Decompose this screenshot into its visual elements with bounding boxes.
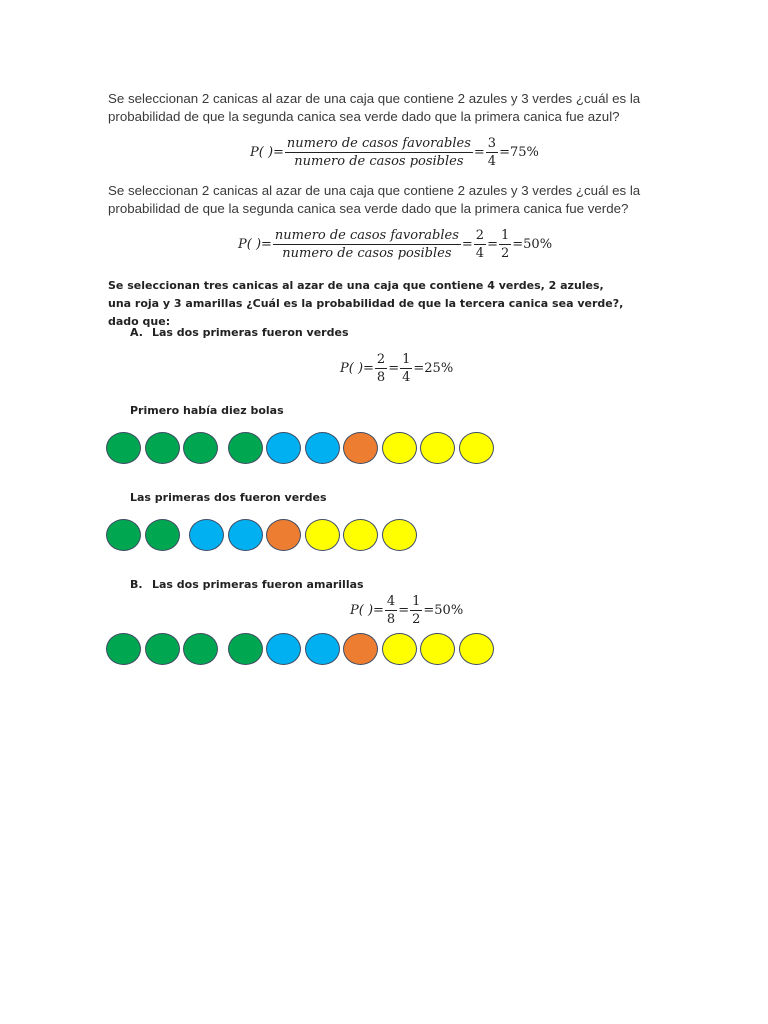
orange-marble — [343, 432, 378, 464]
fraction-denominator: 4 — [402, 370, 411, 385]
fraction-denominator: 4 — [487, 154, 497, 169]
fraction-numerator: 3 — [487, 136, 497, 151]
fraction-denominator: numero de casos posibles — [282, 246, 452, 261]
blue-marble — [266, 633, 301, 665]
green-marble — [145, 519, 180, 551]
fraction-numerator: 1 — [402, 352, 411, 367]
part-b-marker: B. — [130, 578, 143, 591]
part-b-heading — [130, 578, 364, 591]
formula-result: =50% — [512, 237, 553, 252]
fraction-numerator: numero de casos favorables — [274, 228, 459, 243]
formula-lhs: P( )= — [238, 237, 272, 252]
green-marble — [145, 633, 180, 665]
fraction-denominator: 4 — [475, 246, 485, 261]
formula-result: =75% — [499, 145, 539, 160]
formula-result: =25% — [413, 361, 454, 376]
equals-sign: = — [487, 237, 498, 252]
green-marble — [228, 633, 263, 665]
green-marble — [106, 633, 141, 665]
problem-3-text: Se seleccionan tres canicas al azar de una caja que contiene 4 verdes, 2 azules, una roja y 3 amarillas ¿Cuál es la probabilidad de que la tercera canica sea verde?, dado que: — [108, 279, 624, 328]
equals-sign: = — [398, 603, 410, 618]
problem-1-formula — [250, 136, 539, 169]
fraction — [474, 228, 486, 261]
yellow-marble — [382, 633, 417, 665]
blue-marble — [305, 633, 340, 665]
row-1-label: Primero había diez bolas — [130, 404, 284, 417]
fraction — [385, 594, 397, 627]
formula-lhs: P( )= — [350, 603, 384, 618]
green-marble — [106, 519, 141, 551]
blue-marble — [305, 432, 340, 464]
fraction — [400, 352, 412, 385]
fraction-numerator: 1 — [500, 228, 510, 243]
green-marble — [183, 432, 218, 464]
blue-marble — [189, 519, 224, 551]
fraction-numerator: 4 — [386, 594, 396, 609]
green-marble — [145, 432, 180, 464]
green-marble — [106, 432, 141, 464]
yellow-marble — [420, 633, 455, 665]
equals-sign: = — [388, 361, 400, 376]
fraction — [273, 228, 461, 261]
green-marble — [183, 633, 218, 665]
fraction-denominator: 8 — [386, 612, 396, 627]
green-marble — [228, 432, 263, 464]
fraction — [285, 136, 473, 169]
fraction-denominator: numero de casos posibles — [294, 154, 464, 169]
yellow-marble — [459, 633, 494, 665]
yellow-marble — [420, 432, 455, 464]
problem-2-formula — [238, 228, 552, 261]
yellow-marble — [382, 519, 417, 551]
blue-marble — [228, 519, 263, 551]
part-a-label: Las dos primeras fueron verdes — [152, 326, 349, 339]
problem-1-text: Se seleccionan 2 canicas al azar de una caja que contiene 2 azules y 3 verdes ¿cuál es la probabilidad de que la segunda canica sea verde dado que la primera canica fue azul? — [108, 91, 641, 124]
fraction-denominator: 8 — [376, 370, 386, 385]
fraction-denominator: 2 — [412, 612, 421, 627]
formula-result: =50% — [423, 603, 464, 618]
row-2-label: Las primeras dos fueron verdes — [130, 491, 327, 504]
formula-lhs: P( )= — [340, 361, 374, 376]
fraction — [375, 352, 387, 385]
formula-lhs: P( )= — [250, 145, 284, 160]
part-b-label: Las dos primeras fueron amarillas — [152, 578, 364, 591]
yellow-marble — [459, 432, 494, 464]
problem-2-text: Se seleccionan 2 canicas al azar de una caja que contiene 2 azules y 3 verdes ¿cuál es la probabilidad de que la segunda canica sea verde dado que la primera canica fue verde? — [108, 183, 641, 216]
fraction — [486, 136, 498, 169]
part-a-marker: A. — [130, 326, 143, 339]
fraction — [410, 594, 422, 627]
orange-marble — [266, 519, 301, 551]
fraction-numerator: 2 — [475, 228, 485, 243]
fraction-numerator: 2 — [376, 352, 386, 367]
part-b-formula — [350, 594, 463, 627]
equals-sign: = — [461, 237, 473, 252]
part-a-formula — [340, 352, 453, 385]
equals-sign: = — [473, 145, 485, 160]
yellow-marble — [305, 519, 340, 551]
part-a-heading — [130, 326, 349, 339]
yellow-marble — [343, 519, 378, 551]
fraction — [499, 228, 511, 261]
fraction-numerator: 1 — [412, 594, 421, 609]
yellow-marble — [382, 432, 417, 464]
fraction-denominator: 2 — [500, 246, 510, 261]
orange-marble — [343, 633, 378, 665]
fraction-numerator: numero de casos favorables — [286, 136, 471, 151]
blue-marble — [266, 432, 301, 464]
